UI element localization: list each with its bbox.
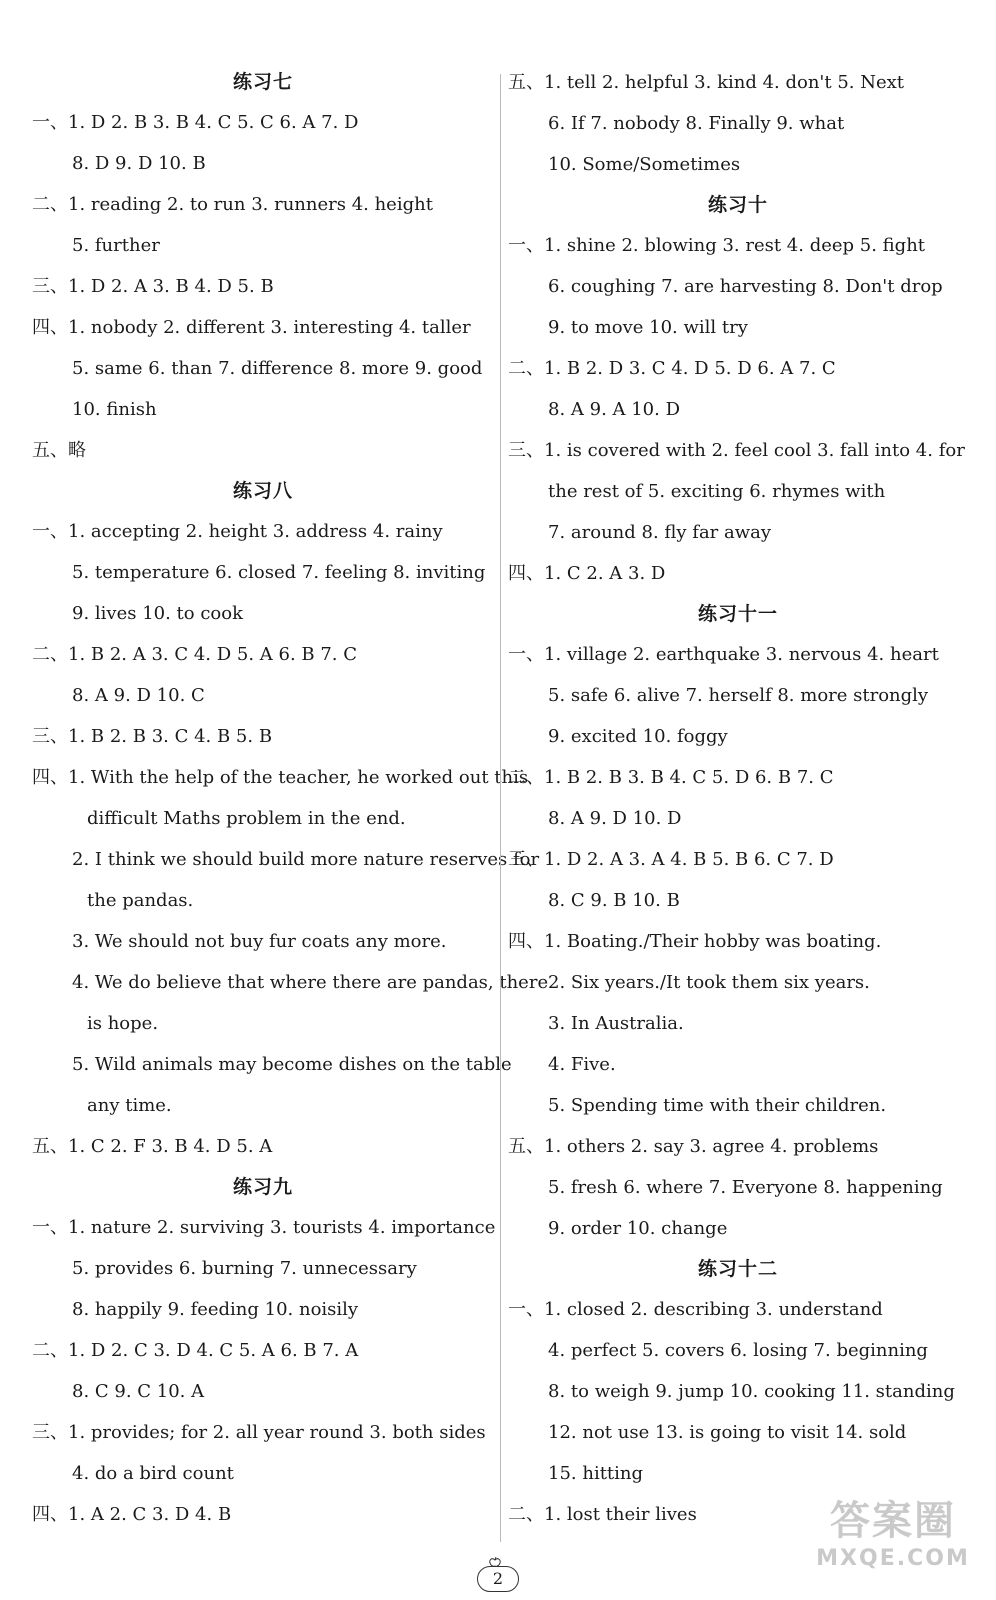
answer-line: 四、1. Boating./Their hobby was boating. xyxy=(508,931,882,952)
watermark xyxy=(808,1496,978,1596)
answer-line: 3. We should not buy fur coats any more. xyxy=(72,931,447,952)
answer-line: 5. Spending time with their children. xyxy=(548,1095,887,1116)
section-title: 练习八 xyxy=(232,480,293,502)
answer-line: 一、1. closed 2. describing 3. understand xyxy=(508,1299,883,1320)
answer-line: 9. lives 10. to cook xyxy=(72,603,243,624)
answer-line: 8. to weigh 9. jump 10. cooking 11. standing xyxy=(548,1381,955,1402)
answer-line: 5. further xyxy=(72,235,160,256)
answer-line: 四、1. A 2. C 3. D 4. B xyxy=(32,1504,232,1525)
answer-line: 一、1. D 2. B 3. B 4. C 5. C 6. A 7. D xyxy=(32,112,359,133)
answer-line: 一、1. village 2. earthquake 3. nervous 4. heart xyxy=(508,644,939,665)
answer-line: 9. order 10. change xyxy=(548,1218,728,1239)
section-title: 练习十 xyxy=(707,194,768,216)
answer-line: 二、1. D 2. C 3. D 4. C 5. A 6. B 7. A xyxy=(32,1340,359,1361)
answer-line: 三、1. is covered with 2. feel cool 3. fall into 4. for xyxy=(508,440,965,461)
section-title: 练习十一 xyxy=(697,603,778,625)
answer-line: 12. not use 13. is going to visit 14. sold xyxy=(548,1422,907,1443)
answer-line: 五、略 xyxy=(32,440,86,461)
column-divider xyxy=(500,74,501,1542)
answer-line: 四、1. C 2. A 3. D xyxy=(508,563,666,584)
answer-line: 10. finish xyxy=(72,399,157,420)
answer-line: 二、1. reading 2. to run 3. runners 4. height xyxy=(32,194,433,215)
answer-line: 5. Wild animals may become dishes on the table xyxy=(72,1054,512,1075)
answer-line: 9. excited 10. foggy xyxy=(548,726,728,747)
answer-line: 10. Some/Sometimes xyxy=(548,154,741,175)
watermark-main: 答案圈 xyxy=(830,1498,956,1544)
answer-line: 9. to move 10. will try xyxy=(548,317,748,338)
answer-line: 8. A 9. D 10. C xyxy=(72,685,205,706)
answer-line: 4. perfect 5. covers 6. losing 7. beginning xyxy=(548,1340,928,1361)
section-title: 练习七 xyxy=(232,71,293,93)
answer-line: 四、1. nobody 2. different 3. interesting 4. taller xyxy=(32,317,471,338)
answer-line: 7. around 8. fly far away xyxy=(548,522,772,543)
answer-line: 二、1. B 2. B 3. B 4. C 5. D 6. B 7. C xyxy=(508,767,834,788)
section-title: 练习十二 xyxy=(697,1258,778,1280)
answer-line: 四、1. With the help of the teacher, he worked out this xyxy=(32,767,529,788)
answer-line: 一、1. nature 2. surviving 3. tourists 4. importance xyxy=(32,1217,496,1238)
answer-line: 8. happily 9. feeding 10. noisily xyxy=(72,1299,359,1320)
answer-line: 5. fresh 6. where 7. Everyone 8. happening xyxy=(548,1177,943,1198)
answer-line: 三、1. D 2. A 3. A 4. B 5. B 6. C 7. D xyxy=(508,849,834,870)
left-column xyxy=(32,62,549,1535)
answer-line: 二、1. B 2. D 3. C 4. D 5. D 6. A 7. C xyxy=(508,358,836,379)
answer-line: 三、1. provides; for 2. all year round 3. both sides xyxy=(32,1422,486,1443)
answer-line: 6. If 7. nobody 8. Finally 9. what xyxy=(548,113,845,134)
watermark-sub: MXQE.COM xyxy=(816,1546,970,1571)
answer-line: 8. A 9. A 10. D xyxy=(548,399,681,420)
answer-line: 5. temperature 6. closed 7. feeling 8. inviting xyxy=(72,562,486,583)
answer-line: 6. coughing 7. are harvesting 8. Don't drop xyxy=(548,276,943,297)
answer-line: 五、1. C 2. F 3. B 4. D 5. A xyxy=(32,1136,273,1157)
answer-line: 一、1. accepting 2. height 3. address 4. rainy xyxy=(32,521,443,542)
apple-icon xyxy=(488,1556,502,1568)
answer-line: 8. A 9. D 10. D xyxy=(548,808,682,829)
answer-line: 4. Five. xyxy=(548,1054,616,1075)
answer-line: is hope. xyxy=(87,1013,159,1034)
answer-line: 三、1. B 2. B 3. C 4. B 5. B xyxy=(32,726,273,747)
answer-line: 15. hitting xyxy=(548,1463,644,1484)
answer-line: 3. In Australia. xyxy=(548,1013,684,1034)
answer-line: 二、1. B 2. A 3. C 4. D 5. A 6. B 7. C xyxy=(32,644,358,665)
answer-line: 5. same 6. than 7. difference 8. more 9. good xyxy=(72,358,483,379)
answer-line: 二、1. lost their lives xyxy=(508,1504,697,1525)
answer-line: 一、1. shine 2. blowing 3. rest 4. deep 5. fight xyxy=(508,235,926,256)
answer-line: 8. D 9. D 10. B xyxy=(72,153,206,174)
answer-line: any time. xyxy=(87,1095,172,1116)
answer-line: 4. We do believe that where there are pandas, there xyxy=(72,972,549,993)
answer-line: 三、1. D 2. A 3. B 4. D 5. B xyxy=(32,276,274,297)
answer-line: the rest of 5. exciting 6. rhymes with xyxy=(548,481,886,502)
section-title: 练习九 xyxy=(232,1176,293,1198)
page-number: 2 xyxy=(477,1566,519,1592)
answer-line: 8. C 9. B 10. B xyxy=(548,890,680,911)
answer-line: 5. safe 6. alive 7. herself 8. more strongly xyxy=(548,685,929,706)
answer-line: 8. C 9. C 10. A xyxy=(72,1381,205,1402)
answer-line: 五、1. tell 2. helpful 3. kind 4. don't 5. Next xyxy=(508,72,904,93)
answer-line: 五、1. others 2. say 3. agree 4. problems xyxy=(508,1136,879,1157)
answer-line: 2. Six years./It took them six years. xyxy=(548,972,870,993)
answer-line: the pandas. xyxy=(87,890,194,911)
answer-line: 2. I think we should build more nature reserves for xyxy=(72,849,540,870)
right-column xyxy=(508,62,968,1535)
answer-line: 4. do a bird count xyxy=(72,1463,234,1484)
answer-line: difficult Maths problem in the end. xyxy=(87,808,406,829)
answer-line: 5. provides 6. burning 7. unnecessary xyxy=(72,1258,417,1279)
